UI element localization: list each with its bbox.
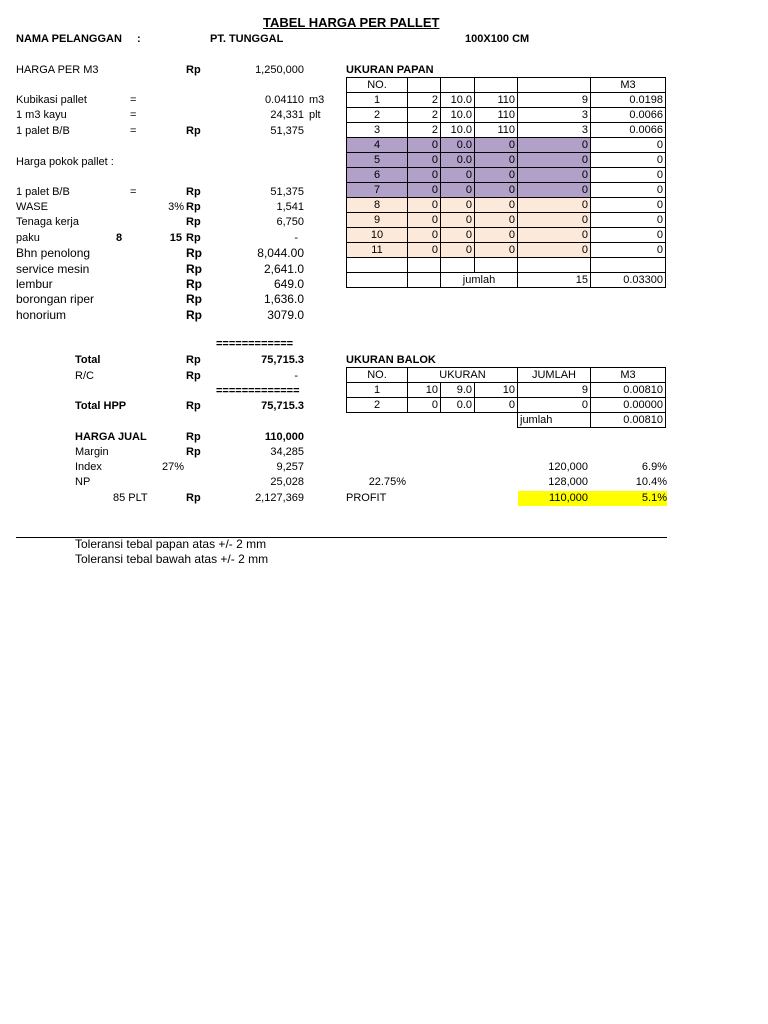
papan-cell-no: 5	[347, 153, 408, 168]
table-row	[347, 93, 666, 108]
papan-header-m3: M3	[591, 78, 666, 93]
papan-cell: 0	[441, 198, 475, 213]
balok-cell-m3: 0.00810	[591, 383, 666, 398]
papan-cell-no	[347, 258, 408, 273]
balok-cell-no: 2	[347, 398, 408, 413]
wase-value: 1,541	[276, 201, 304, 213]
palet-bb2-value: 51,375	[270, 186, 304, 198]
paku-price: 15	[169, 232, 182, 244]
service-value: 2,641.0	[263, 262, 304, 276]
papan-cell: 0	[518, 228, 591, 243]
kubikasi-eq: =	[130, 94, 137, 106]
table-row	[347, 198, 666, 213]
profit-label: PROFIT	[346, 492, 387, 504]
papan-cell-m3: 0	[591, 228, 666, 243]
paku-currency: Rp	[186, 232, 201, 244]
papan-cell: 3	[518, 108, 591, 123]
np-label: NP	[75, 476, 91, 488]
papan-cell-no: 8	[347, 198, 408, 213]
papan-cell: 0	[408, 183, 441, 198]
balok-empty-cell	[347, 413, 408, 428]
papan-cell-no: 11	[347, 243, 408, 258]
total-currency: Rp	[186, 354, 201, 366]
papan-cell: 0	[441, 168, 475, 183]
separator-1: ============	[216, 338, 294, 350]
balok-header-m3: M3	[591, 368, 666, 383]
paku-qty: 8	[116, 232, 123, 244]
papan-cell-m3: 0.0198	[591, 93, 666, 108]
papan-cell: 110	[475, 93, 518, 108]
hpp-label: Total HPP	[75, 400, 127, 412]
papan-cell: 0	[441, 243, 475, 258]
page-title: TABEL HARGA PER PALLET	[263, 15, 440, 30]
papan-cell-no: 6	[347, 168, 408, 183]
papan-cell-m3: 0	[591, 213, 666, 228]
note-tolerance-bottom: Toleransi tebal bawah atas +/- 2 mm	[75, 552, 269, 566]
papan-cell: 0	[408, 153, 441, 168]
papan-header-cell	[408, 78, 441, 93]
balok-jumlah-label: jumlah	[518, 413, 591, 428]
papan-cell: 10.0	[441, 108, 475, 123]
papan-cell: 10.0	[441, 93, 475, 108]
lembur-currency: Rp	[186, 277, 202, 291]
balok-cell: 0.0	[441, 398, 475, 413]
note-tolerance-top: Toleransi tebal papan atas +/- 2 mm	[75, 537, 267, 551]
papan-cell: 0	[441, 213, 475, 228]
margin-value: 34,285	[270, 446, 304, 458]
table-row	[347, 108, 666, 123]
service-label: service mesin	[16, 262, 90, 276]
borongan-label: borongan riper	[16, 292, 95, 306]
table-row	[347, 123, 666, 138]
papan-cell: 0	[518, 138, 591, 153]
papan-jumlah-row	[347, 273, 666, 288]
m3kayu-eq: =	[130, 109, 137, 121]
customer-label: NAMA PELANGGAN	[16, 33, 122, 45]
papan-cell-m3: 0	[591, 153, 666, 168]
service-currency: Rp	[186, 262, 202, 276]
papan-cell-no: 10	[347, 228, 408, 243]
paku-label: paku	[16, 232, 40, 244]
index-pct: 27%	[162, 461, 185, 473]
papan-cell-m3: 0	[591, 183, 666, 198]
balok-cell-no: 1	[347, 383, 408, 398]
balok-cell: 10	[408, 383, 441, 398]
papan-header-cell	[441, 78, 475, 93]
palet-bb2-label: 1 palet B/B	[16, 186, 70, 198]
total-label: Total	[75, 354, 101, 366]
lembur-value: 649.0	[273, 277, 304, 291]
wase-currency: Rp	[186, 201, 201, 213]
papan-cell-m3: 0	[591, 168, 666, 183]
papan-cell-no: 2	[347, 108, 408, 123]
tenaga-value: 6,750	[276, 216, 304, 228]
balok-table	[346, 367, 666, 428]
papan-cell: 2	[408, 108, 441, 123]
table-row	[347, 398, 666, 413]
papan-cell: 0	[475, 198, 518, 213]
papan-cell: 0	[475, 183, 518, 198]
m3kayu-label: 1 m3 kayu	[16, 109, 67, 121]
m3kayu-unit: plt	[309, 109, 321, 121]
papan-cell: 0	[518, 213, 591, 228]
papan-cell: 9	[518, 93, 591, 108]
table-row	[347, 383, 666, 398]
papan-title: UKURAN PAPAN	[346, 64, 434, 76]
papan-cell: 0	[408, 243, 441, 258]
balok-cell: 0	[518, 398, 591, 413]
papan-cell-m3	[591, 258, 666, 273]
papan-header-row	[347, 78, 666, 93]
papan-cell-m3: 0	[591, 138, 666, 153]
plt-value: 2,127,369	[255, 492, 304, 504]
tenaga-currency: Rp	[186, 216, 201, 228]
harga-m3-value: 1,250,000	[255, 64, 304, 76]
papan-cell: 0	[475, 168, 518, 183]
table-row	[347, 168, 666, 183]
m3kayu-value: 24,331	[270, 109, 304, 121]
summary-pct-2: 10.4%	[635, 476, 667, 488]
balok-cell: 9	[518, 383, 591, 398]
kubikasi-value: 0.04110	[265, 94, 304, 106]
papan-cell-no: 9	[347, 213, 408, 228]
papan-cell: 0	[518, 153, 591, 168]
table-row	[347, 153, 666, 168]
papan-jumlah-label: jumlah	[441, 273, 518, 288]
rc-value: -	[294, 370, 298, 382]
papan-header-no: NO.	[347, 78, 408, 93]
summary-price-profit: 110,000	[549, 492, 588, 504]
papan-jumlah-qty: 15	[518, 273, 591, 288]
harga-m3-currency: Rp	[186, 64, 201, 76]
bhn-currency: Rp	[186, 246, 202, 260]
index-value: 9,257	[276, 461, 304, 473]
balok-header-jumlah: JUMLAH	[518, 368, 591, 383]
margin-currency: Rp	[186, 446, 201, 458]
table-row	[347, 258, 666, 273]
balok-empty-cell	[475, 413, 518, 428]
papan-header-cell	[518, 78, 591, 93]
papan-cell: 0	[408, 213, 441, 228]
balok-header-ukuran: UKURAN	[408, 368, 518, 383]
papan-cell: 10.0	[441, 123, 475, 138]
papan-jumlah-m3: 0.03300	[591, 273, 666, 288]
papan-cell: 110	[475, 108, 518, 123]
papan-cell: 0	[518, 198, 591, 213]
papan-cell-m3: 0	[591, 243, 666, 258]
papan-cell	[441, 258, 475, 273]
harga-pokok-label: Harga pokok pallet :	[16, 156, 114, 168]
bhn-value: 8,044.00	[257, 246, 304, 260]
np-value: 25,028	[270, 476, 304, 488]
harga-jual-value: 110,000	[264, 431, 304, 443]
balok-jumlah-row	[347, 413, 666, 428]
papan-cell: 0	[408, 198, 441, 213]
index-label: Index	[75, 461, 102, 473]
papan-cell-no: 4	[347, 138, 408, 153]
summary-price-2: 128,000	[548, 476, 588, 488]
hpp-currency: Rp	[186, 400, 201, 412]
table-row	[347, 213, 666, 228]
honorium-value: 3079.0	[267, 308, 304, 322]
papan-cell: 0.0	[441, 153, 475, 168]
margin-label: Margin	[75, 446, 109, 458]
np-pct: 22.75%	[368, 476, 406, 488]
balok-cell: 0	[408, 398, 441, 413]
borongan-value: 1,636.0	[263, 292, 304, 306]
papan-cell: 110	[475, 123, 518, 138]
balok-header-row	[347, 368, 666, 383]
summary-pct-1: 6.9%	[641, 461, 667, 473]
papan-cell: 2	[408, 123, 441, 138]
total-value: 75,715.3	[261, 354, 304, 366]
balok-title: UKURAN BALOK	[346, 354, 436, 366]
customer-colon: :	[137, 33, 141, 45]
rc-label: R/C	[75, 370, 94, 382]
paku-value: -	[294, 232, 298, 244]
palet-bb-eq: =	[130, 125, 137, 137]
table-row	[347, 138, 666, 153]
separator-2: =============	[216, 385, 300, 397]
kubikasi-unit: m3	[309, 94, 325, 106]
papan-cell: 0	[441, 183, 475, 198]
tenaga-label: Tenaga kerja	[16, 216, 79, 228]
harga-jual-label: HARGA JUAL	[75, 431, 147, 443]
papan-cell: 0	[518, 243, 591, 258]
harga-jual-currency: Rp	[186, 431, 201, 443]
papan-cell: 0.0	[441, 138, 475, 153]
papan-cell: 0	[408, 138, 441, 153]
papan-cell	[518, 258, 591, 273]
honorium-currency: Rp	[186, 308, 202, 322]
pallet-size: 100X100 CM	[465, 33, 530, 45]
papan-cell-no: 7	[347, 183, 408, 198]
balok-cell: 10	[475, 383, 518, 398]
lembur-label: lembur	[16, 277, 53, 291]
papan-cell: 0	[475, 243, 518, 258]
balok-cell-m3: 0.00000	[591, 398, 666, 413]
balok-empty-cell	[441, 413, 475, 428]
papan-cell: 0	[475, 138, 518, 153]
palet-bb2-eq: =	[130, 186, 137, 198]
palet-bb-label: 1 palet B/B	[16, 125, 70, 137]
papan-cell: 0	[441, 228, 475, 243]
balok-jumlah-m3: 0.00810	[591, 413, 666, 428]
customer-name: PT. TUNGGAL	[210, 33, 284, 45]
papan-cell: 0	[475, 153, 518, 168]
papan-cell: 2	[408, 93, 441, 108]
papan-cell: 0	[408, 168, 441, 183]
papan-cell: 0	[475, 213, 518, 228]
papan-cell: 0	[475, 228, 518, 243]
papan-cell-no: 1	[347, 93, 408, 108]
bhn-label: Bhn penolong	[16, 246, 91, 260]
papan-table	[346, 77, 666, 288]
table-row	[347, 183, 666, 198]
palet-bb-value: 51,375	[270, 125, 304, 137]
honorium-label: honorium	[16, 308, 67, 322]
papan-cell	[475, 258, 518, 273]
balok-cell: 9.0	[441, 383, 475, 398]
papan-cell-m3: 0	[591, 198, 666, 213]
table-row	[347, 243, 666, 258]
balok-cell: 0	[475, 398, 518, 413]
palet-bb-currency: Rp	[186, 125, 201, 137]
papan-cell: 0	[518, 168, 591, 183]
papan-empty-cell	[408, 273, 441, 288]
papan-empty-cell	[347, 273, 408, 288]
balok-empty-cell	[408, 413, 441, 428]
papan-cell-no: 3	[347, 123, 408, 138]
plt-label: 85 PLT	[113, 492, 148, 504]
borongan-currency: Rp	[186, 292, 202, 306]
papan-cell-m3: 0.0066	[591, 108, 666, 123]
summary-pct-profit: 5.1%	[641, 492, 667, 504]
papan-cell: 0	[408, 228, 441, 243]
wase-label: WASE	[16, 201, 48, 213]
summary-price-1: 120,000	[548, 461, 588, 473]
papan-cell: 0	[518, 183, 591, 198]
papan-cell	[408, 258, 441, 273]
kubikasi-label: Kubikasi pallet	[16, 94, 87, 106]
hpp-value: 75,715.3	[261, 400, 304, 412]
table-row	[347, 228, 666, 243]
balok-header-no: NO.	[347, 368, 408, 383]
papan-cell: 3	[518, 123, 591, 138]
papan-cell-m3: 0.0066	[591, 123, 666, 138]
harga-m3-label: HARGA PER M3	[16, 64, 99, 76]
rc-currency: Rp	[186, 370, 201, 382]
wase-pct: 3%	[168, 201, 184, 213]
plt-currency: Rp	[186, 492, 201, 504]
palet-bb2-currency: Rp	[186, 186, 201, 198]
papan-header-cell	[475, 78, 518, 93]
